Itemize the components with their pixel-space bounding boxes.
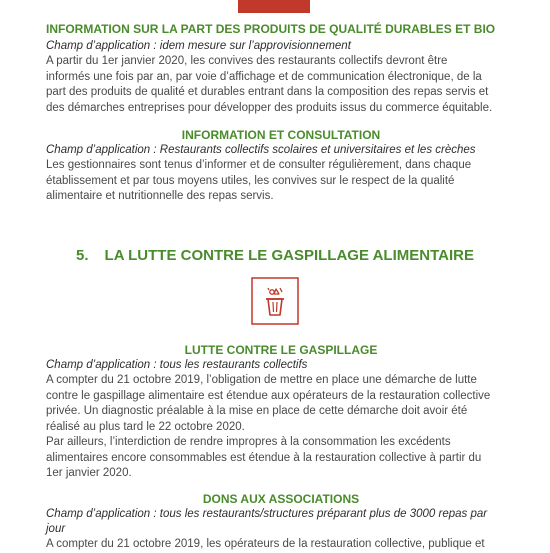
body-line: A compter du 21 octobre 2019, les opérateurs de la restauration collective, publique et bbox=[46, 538, 485, 550]
body-line: réalisé au plus tard le 22 octobre 2020. bbox=[46, 420, 245, 433]
trash-bin-icon bbox=[251, 277, 299, 325]
body-line: privée. Un diagnostic préalable à la mise en place de cette démarche doit avoir été bbox=[46, 405, 468, 417]
section-heading: LUTTE CONTRE LE GASPILLAGE bbox=[184, 343, 378, 357]
top-decorative-bar bbox=[238, 0, 310, 13]
body-line: alimentaires encore consommables est étendue à la restauration collective à partir du bbox=[46, 451, 482, 464]
body-line: établissement et par tous moyens utiles, les convives sur le respect de la qualité bbox=[46, 174, 455, 187]
chapter-title: LA LUTTE CONTRE LE GASPILLAGE ALIMENTAIRE bbox=[104, 247, 474, 264]
section-heading: INFORMATION SUR LA PART DES PRODUITS DE QUALITÉ DURABLES ET BIO bbox=[46, 22, 496, 36]
section-information-quality bbox=[46, 22, 516, 116]
scope-line: Champ d’application : Restaurants collectifs scolaires et universitaires et les crèches bbox=[46, 144, 476, 156]
body-line: informés une fois par an, par voie d’affichage et de communication électronique, de la bbox=[46, 70, 482, 83]
body-line: A compter du 21 octobre 2019, l’obligation de mettre en place une démarche de lutte bbox=[46, 374, 477, 386]
body-line: Les gestionnaires sont tenus d’informer et de consulter régulièrement, dans chaque bbox=[46, 159, 472, 171]
scope-line: Champ d’application : tous les restaurants collectifs bbox=[46, 359, 308, 371]
section-donations bbox=[46, 492, 516, 553]
body-line: A partir du 1er janvier 2020, les convives des restaurants collectifs devront être bbox=[46, 55, 448, 67]
section-body bbox=[46, 158, 516, 205]
body-line: Par ailleurs, l’interdiction de rendre impropres à la consommation les excédents bbox=[46, 436, 451, 448]
body-line: part des produits de qualité et durables entrant dans la composition des repas servis et bbox=[46, 86, 489, 98]
section-heading: INFORMATION ET CONSULTATION bbox=[181, 128, 381, 142]
scope-line: Champ d’application : tous les restaurants/structures préparant plus de 3000 repas par bbox=[46, 508, 488, 520]
chapter-number: 5. bbox=[76, 247, 89, 264]
section-body bbox=[46, 537, 516, 553]
section-waste bbox=[46, 343, 516, 482]
section-information-consultation bbox=[46, 128, 516, 205]
scope-line: jour bbox=[46, 523, 66, 535]
section-body bbox=[46, 54, 516, 116]
body-line: 1er janvier 2020. bbox=[46, 467, 132, 479]
chapter-heading bbox=[0, 247, 550, 265]
section-body bbox=[46, 373, 516, 482]
body-line: des démarches entreprises pour développer des produits issus du commerce équitable. bbox=[46, 101, 493, 114]
scope-line: Champ d’application : idem mesure sur l’approvisionnement bbox=[46, 40, 351, 52]
body-line: contre le gaspillage alimentaire est étendue aux opérateurs de la restauration collective bbox=[46, 389, 491, 402]
section-heading: DONS AUX ASSOCIATIONS bbox=[202, 492, 360, 506]
body-line: alimentaire et nutritionnelle des repas servis. bbox=[46, 190, 274, 202]
